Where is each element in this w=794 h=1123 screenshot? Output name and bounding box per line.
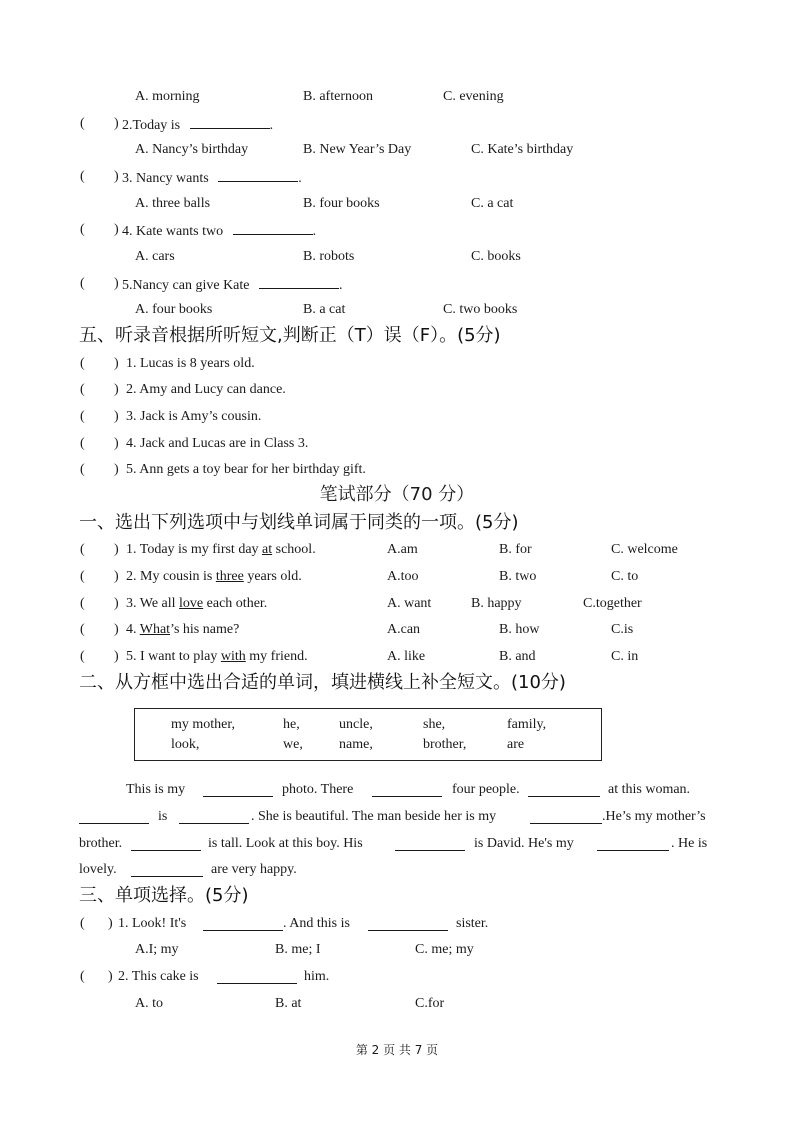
option-a: A.am <box>387 542 418 557</box>
passage-text: is David. He's my <box>474 836 574 851</box>
answer-paren-close: ) <box>114 222 119 237</box>
answer-paren-open: ( <box>80 276 85 291</box>
option-a: A. want <box>387 596 432 611</box>
option-a: A. like <box>387 649 426 664</box>
answer-paren-open: ( <box>80 596 85 611</box>
option-a: A. three balls <box>135 196 211 211</box>
answer-paren-close: ) <box>114 596 119 611</box>
answer-paren-close: ) <box>114 409 119 424</box>
answer-blank <box>259 275 339 289</box>
word-bank-word: brother, <box>423 737 467 752</box>
passage-text: lovely. <box>79 862 117 877</box>
option-b: B. robots <box>303 249 355 264</box>
option-c: C. welcome <box>611 542 678 557</box>
option-c: C. two books <box>443 302 518 317</box>
answer-paren-close: ) <box>114 276 119 291</box>
question-text: 2.Today is . <box>122 115 273 135</box>
option-a: A. four books <box>135 302 213 317</box>
answer-paren-close: ) <box>114 356 119 371</box>
passage-text: at this woman. <box>608 782 691 797</box>
option-b: B. a cat <box>303 302 346 317</box>
question-text: 3. Nancy wants . <box>122 168 302 188</box>
answer-paren-open: ( <box>80 169 85 184</box>
word-bank-box <box>134 708 602 761</box>
answer-paren-close: ) <box>114 169 119 184</box>
answer-blank[interactable] <box>530 810 602 824</box>
word-bank-word: family, <box>507 717 547 732</box>
answer-paren-close: ) <box>114 569 119 584</box>
answer-paren-open: ( <box>80 409 85 424</box>
option-a: A. to <box>135 996 163 1011</box>
answer-blank[interactable] <box>372 783 442 797</box>
question-text: . And this is <box>283 916 350 931</box>
answer-blank <box>218 168 298 182</box>
passage-text: brother. <box>79 836 123 851</box>
passage-text: four people. <box>452 782 520 797</box>
answer-blank[interactable] <box>79 810 149 824</box>
word-bank-word: my mother, <box>171 717 235 732</box>
section-heading: 五、听录音根据所听短文,判断正（T）误（F）。(5分) <box>79 325 501 346</box>
statement: 4. Jack and Lucas are in Class 3. <box>126 436 309 451</box>
option-b: B. me; I <box>275 942 321 957</box>
option-a: A. morning <box>135 89 200 104</box>
passage-text: .He’s my mother’s <box>602 809 706 824</box>
underlined-word: love <box>179 596 204 611</box>
question-text: 1. Look! It's <box>118 916 187 931</box>
answer-paren-close: ) <box>114 622 119 637</box>
word-bank-word: name, <box>339 737 373 752</box>
option-c: C.together <box>583 596 642 611</box>
answer-paren-open: ( <box>80 382 85 397</box>
option-b: B. two <box>499 569 537 584</box>
option-c: C. to <box>611 569 639 584</box>
answer-paren-open: ( <box>80 569 85 584</box>
section-heading: 二、从方框中选出合适的单词，填进横线上补全短文。(10分) <box>79 672 566 693</box>
answer-paren-open: ( <box>80 116 85 131</box>
question-text: 2. This cake is <box>118 969 199 984</box>
answer-blank[interactable] <box>131 863 203 877</box>
question-text: 5. I want to play with my friend. <box>126 649 308 664</box>
option-b: B. and <box>499 649 536 664</box>
option-a: A. Nancy’s birthday <box>135 142 249 157</box>
answer-paren-close: ) <box>114 462 119 477</box>
option-b: B. how <box>499 622 540 637</box>
answer-blank[interactable] <box>597 837 669 851</box>
option-b: B. at <box>275 996 302 1011</box>
question-text: 3. We all love each other. <box>126 596 268 611</box>
passage-text: are very happy. <box>211 862 297 877</box>
answer-blank[interactable] <box>179 810 249 824</box>
written-part-title: 笔试部分（70 分） <box>319 484 475 505</box>
statement: 5. Ann gets a toy bear for her birthday gift. <box>126 462 366 477</box>
answer-blank[interactable] <box>528 783 600 797</box>
answer-paren-close: ) <box>114 542 119 557</box>
underlined-word: at <box>262 542 273 557</box>
word-bank-word: look, <box>171 737 200 752</box>
option-a: A. cars <box>135 249 175 264</box>
question-text: 4. What’s his name? <box>126 622 240 637</box>
page-number: 第 2 页 共 7 页 <box>355 1043 439 1057</box>
answer-paren-open: ( <box>80 622 85 637</box>
passage-text: This is my <box>126 782 186 797</box>
word-bank-word: are <box>507 737 525 752</box>
option-b: B. for <box>499 542 532 557</box>
answer-paren-open: ( <box>80 356 85 371</box>
answer-paren-open: ( <box>80 462 85 477</box>
answer-paren-close: ) <box>114 382 119 397</box>
question-text: 2. My cousin is three years old. <box>126 569 302 584</box>
passage-text: is <box>158 809 168 824</box>
word-bank-word: we, <box>283 737 303 752</box>
answer-paren-open: ( <box>80 436 85 451</box>
answer-blank <box>233 221 313 235</box>
question-text: him. <box>304 969 330 984</box>
answer-paren-open: ( <box>80 222 85 237</box>
section-heading: 一、选出下列选项中与划线单词属于同类的一项。(5分) <box>79 512 519 533</box>
option-c: C.is <box>611 622 634 637</box>
answer-blank[interactable] <box>203 783 273 797</box>
option-b: B. New Year’s Day <box>303 142 412 157</box>
question-text: 1. Today is my first day at school. <box>126 542 316 557</box>
answer-blank[interactable] <box>368 917 448 931</box>
underlined-word: What <box>139 622 171 637</box>
question-text: 4. Kate wants two . <box>122 221 316 241</box>
option-c: C.for <box>415 996 445 1011</box>
option-c: C. me; my <box>415 942 474 957</box>
option-c: C. evening <box>443 89 504 104</box>
option-b: B. happy <box>471 596 522 611</box>
option-a: A.too <box>387 569 419 584</box>
statement: 3. Jack is Amy’s cousin. <box>126 409 262 424</box>
underlined-word: three <box>215 569 244 584</box>
answer-blank[interactable] <box>203 917 283 931</box>
option-a: A.can <box>387 622 421 637</box>
answer-paren-open: ( <box>80 969 85 984</box>
answer-paren-open: ( <box>80 542 85 557</box>
passage-text: . She is beautiful. The man beside her is my <box>251 809 497 824</box>
answer-blank[interactable] <box>131 837 201 851</box>
option-c: C. a cat <box>471 196 514 211</box>
answer-paren-close: ) <box>114 436 119 451</box>
underlined-word: with <box>220 649 246 664</box>
section-heading: 三、单项选择。(5分) <box>79 885 249 906</box>
option-b: B. afternoon <box>303 89 373 104</box>
statement: 2. Amy and Lucy can dance. <box>126 382 286 397</box>
option-c: C. in <box>611 649 639 664</box>
word-bank-word: she, <box>423 717 446 732</box>
passage-text: . He is <box>671 836 708 851</box>
answer-paren-open: ( <box>80 916 85 931</box>
word-bank-word: he, <box>283 717 300 732</box>
answer-paren-open: ( <box>80 649 85 664</box>
answer-paren-close: ) <box>108 969 113 984</box>
answer-paren-close: ) <box>114 649 119 664</box>
option-c: C. books <box>471 249 521 264</box>
question-text: 5.Nancy can give Kate . <box>122 275 343 295</box>
option-c: C. Kate’s birthday <box>471 142 574 157</box>
word-bank-word: uncle, <box>339 717 373 732</box>
answer-paren-close: ) <box>114 116 119 131</box>
statement: 1. Lucas is 8 years old. <box>126 356 255 371</box>
question-text: sister. <box>456 916 489 931</box>
answer-blank[interactable] <box>217 970 297 984</box>
answer-paren-close: ) <box>108 916 113 931</box>
passage-text: photo. There <box>282 782 354 797</box>
answer-blank[interactable] <box>395 837 465 851</box>
option-b: B. four books <box>303 196 380 211</box>
passage-text: is tall. Look at this boy. His <box>208 836 363 851</box>
option-a: A.I; my <box>135 942 179 957</box>
answer-blank <box>190 115 270 129</box>
